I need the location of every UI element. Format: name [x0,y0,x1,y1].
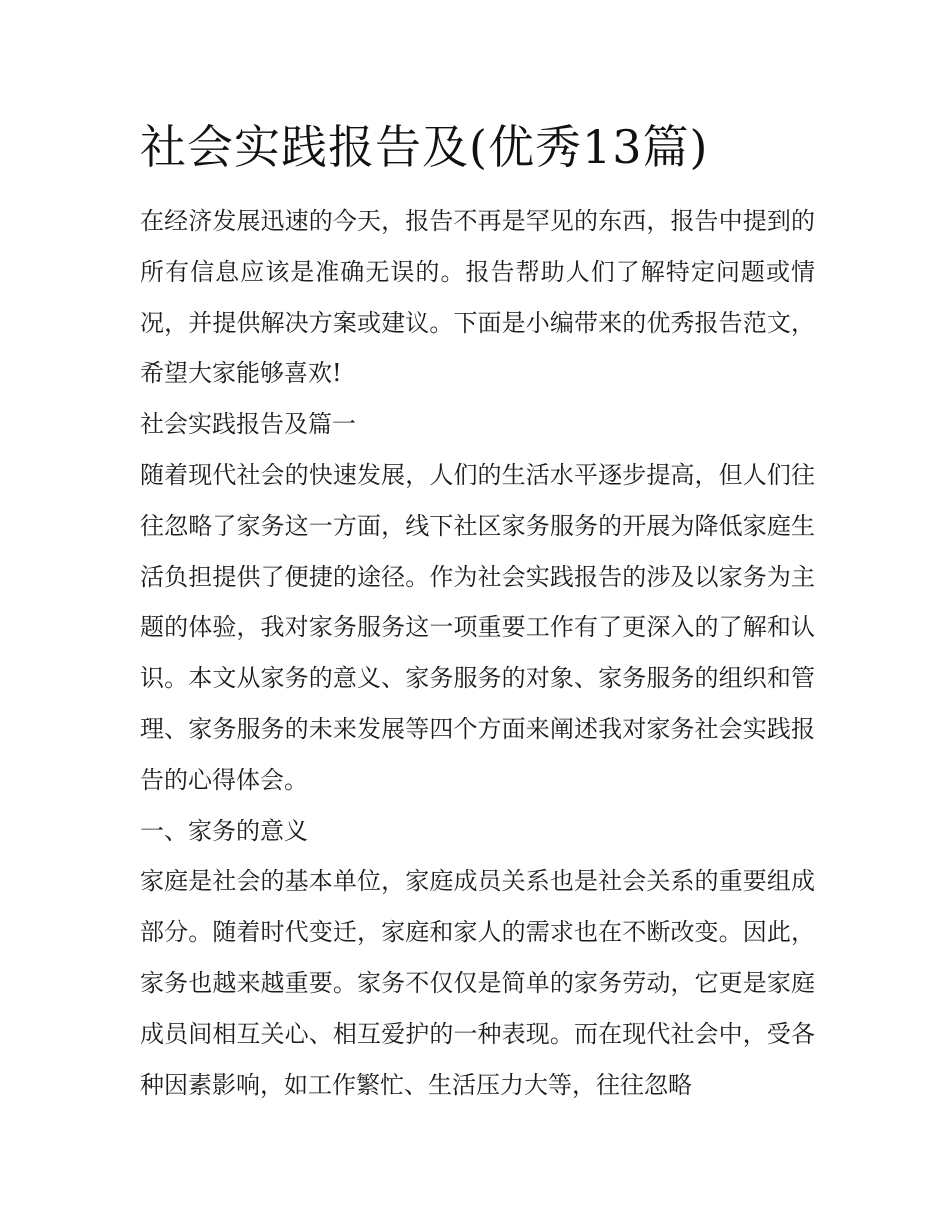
meaning-paragraph: 家庭是社会的基本单位，家庭成员关系也是社会关系的重要组成部分。随着时代变迁，家庭和家人的需求也在不断改变。因此，家务也越来越重要。家务不仅仅是简单的家务劳动，它更是家庭成员间相互关心、相互爱护的一种表现。而在现代社会中，受各种因素影响，如工作繁忙、生活压力大等，往往忽略 [140,867,815,1099]
intro-paragraph: 在经济发展迅速的今天，报告不再是罕见的东西，报告中提到的所有信息应该是准确无误的。报告帮助人们了解特定问题或情况，并提供解决方案或建议。下面是小编带来的优秀报告范文，希望大家能够喜欢! [140,207,815,388]
document-title: 社会实践报告及(优秀13篇) [140,120,709,174]
subheading-meaning: 一、家务的意义 [140,816,308,845]
section-title: 社会实践报告及篇一 [140,410,356,439]
section-paragraph: 随着现代社会的快速发展，人们的生活水平逐步提高，但人们往往忽略了家务这一方面，线下社区家务服务的开展为降低家庭生活负担提供了便捷的途径。作为社会实践报告的涉及以家务为主题的体验，我对家务服务这一项重要工作有了更深入的了解和认识。本文从家务的意义、家务服务的对象、家务服务的组织和管理、家务服务的未来发展等四个方面来阐述我对家务社会实践报告的心得体会。 [140,460,815,794]
document-body [140,112,815,1110]
